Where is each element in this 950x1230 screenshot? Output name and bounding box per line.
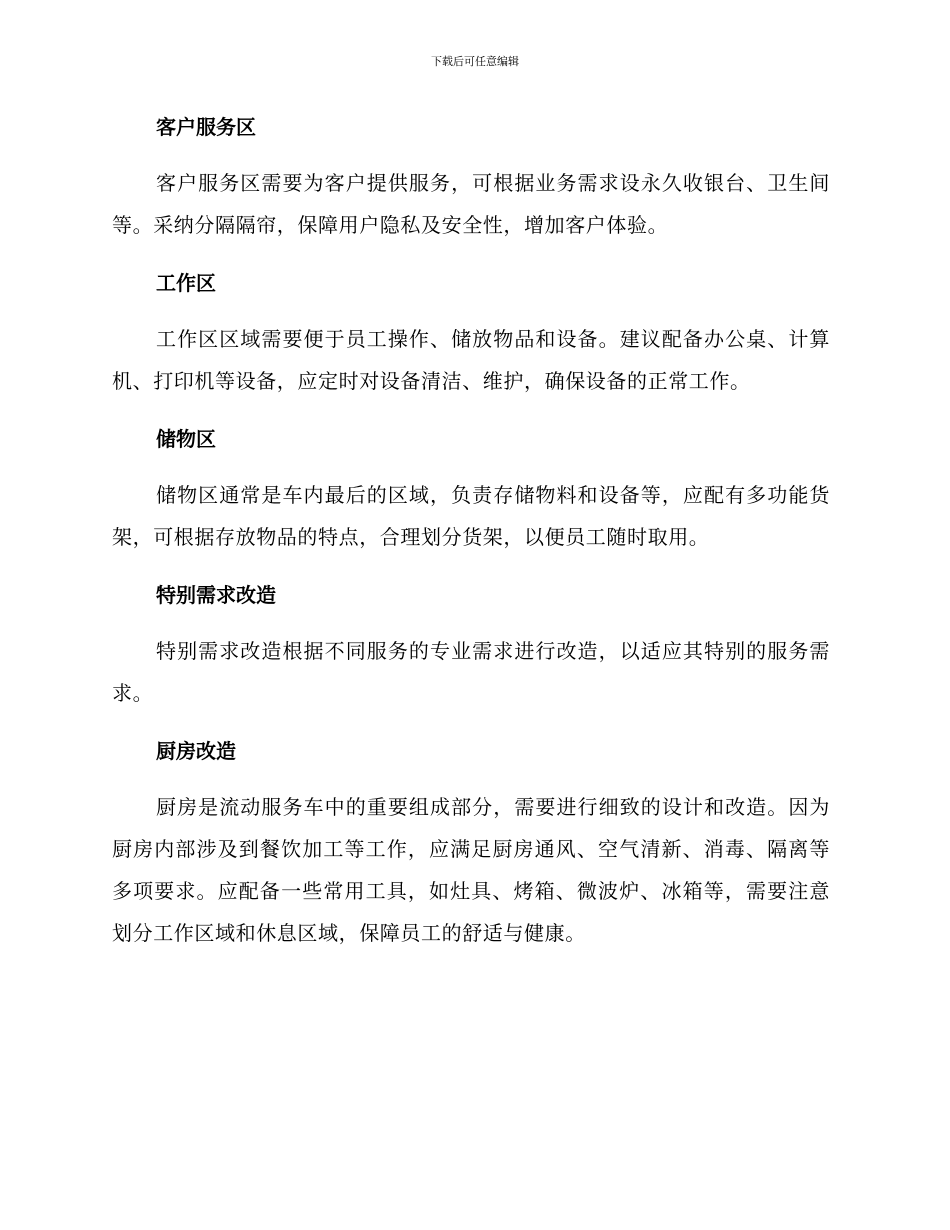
section-paragraph: 工作区区域需要便于员工操作、储放物品和设备。建议配备办公桌、计算机、打印机等设备，应定时对设备清洁、维护，确保设备的正常工作。 xyxy=(112,327,830,393)
section-heading: 工作区 xyxy=(156,271,216,295)
section-paragraph: 储物区通常是车内最后的区域，负责存储物料和设备等，应配有多功能货架，可根据存放物品的特点，合理划分货架，以便员工随时取用。 xyxy=(112,483,830,549)
section-kitchen xyxy=(112,736,830,954)
section-heading: 储物区 xyxy=(156,427,216,451)
section-paragraph: 客户服务区需要为客户提供服务，可根据业务需求设永久收银台、卫生间等。采纳分隔隔帘，保障用户隐私及安全性，增加客户体验。 xyxy=(112,171,830,237)
section-heading: 特别需求改造 xyxy=(156,583,276,607)
section-special-needs xyxy=(112,580,830,714)
section-heading: 客户服务区 xyxy=(156,115,256,139)
section-storage-area xyxy=(112,424,830,558)
section-paragraph: 特别需求改造根据不同服务的专业需求进行改造，以适应其特别的服务需求。 xyxy=(112,639,830,705)
section-customer-service xyxy=(112,112,830,246)
section-paragraph: 厨房是流动服务车中的重要组成部分，需要进行细致的设计和改造。因为厨房内部涉及到餐饮加工等工作，应满足厨房通风、空气清新、消毒、隔离等多项要求。应配备一些常用工具，如灶具、烤箱、微波炉、冰箱等，需要注意划分工作区域和休息区域，保障员工的舒适与健康。 xyxy=(112,795,830,945)
section-work-area xyxy=(112,268,830,402)
section-heading: 厨房改造 xyxy=(156,739,236,763)
page-header: 下载后可任意编辑 xyxy=(431,55,519,68)
document-body xyxy=(112,112,830,976)
